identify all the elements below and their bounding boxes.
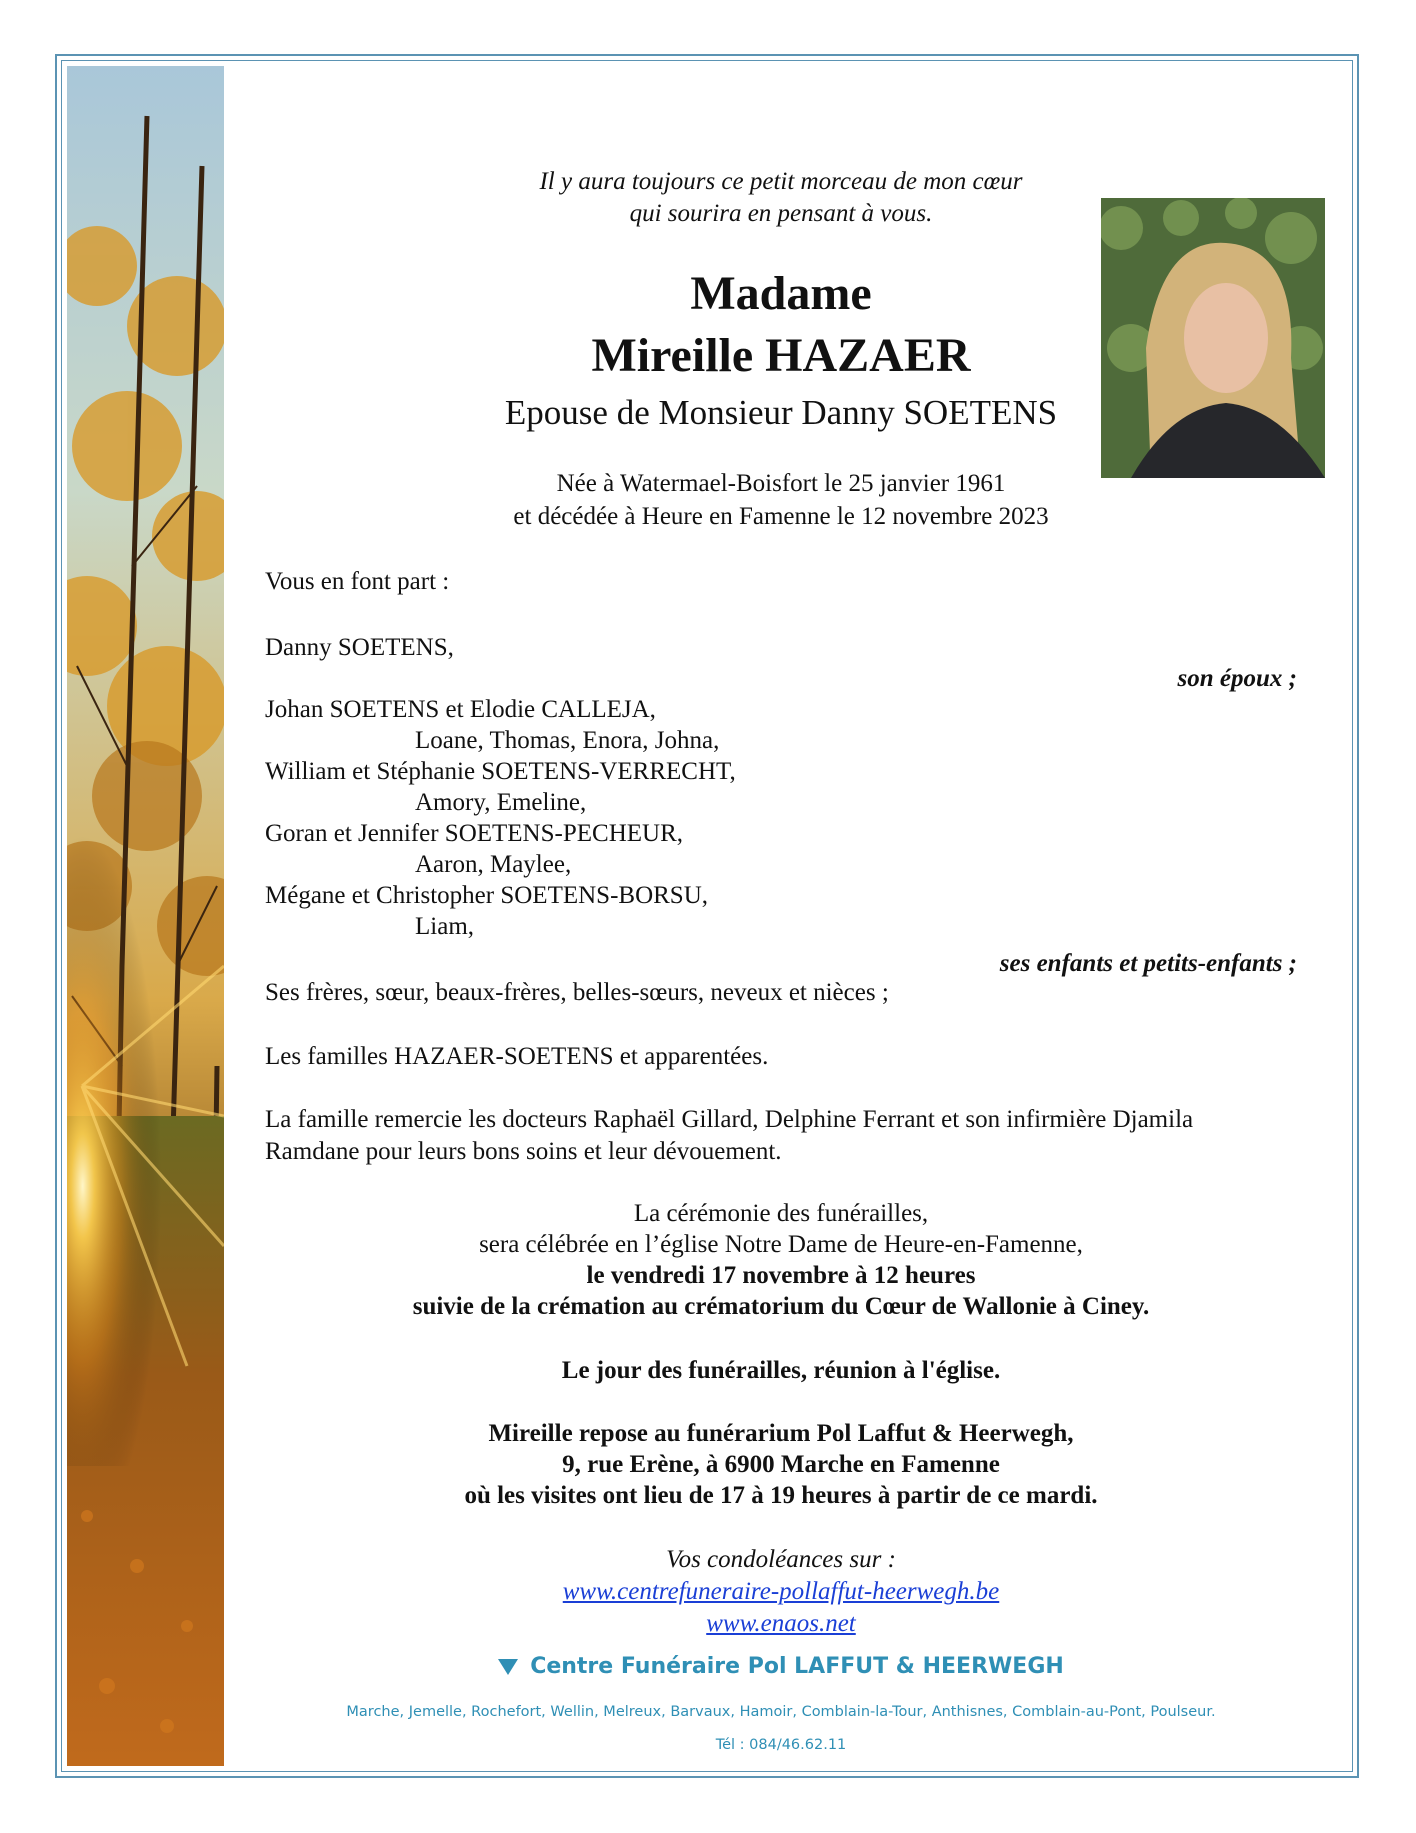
footer-phone: Tél : 084/46.62.11 bbox=[715, 1737, 847, 1753]
cremation-line: suivie de la crémation au crématorium du Cœur de Wallonie à Ciney. bbox=[412, 1293, 1150, 1320]
children-role: ses enfants et petits-enfants ; bbox=[999, 950, 1297, 977]
spouse-role: son époux ; bbox=[1177, 665, 1297, 692]
company-name: Centre Funéraire Pol LAFFUT & HEERWEGH bbox=[530, 1654, 1064, 1679]
child-couple: Johan SOETENS et Elodie CALLEJA, bbox=[265, 696, 656, 723]
siblings-line: Ses frères, sœur, beaux-frères, belles-sœurs, neveux et nièces ; bbox=[265, 979, 889, 1006]
footer-company bbox=[265, 1654, 1297, 1679]
grandchildren: Liam, bbox=[415, 913, 475, 940]
thanks-line-1: La famille remercie les docteurs Raphaël Gillard, Delphine Ferrant et son infirmière Djamila bbox=[265, 1106, 1194, 1133]
quote-line-2: qui sourira en pensant à vous. bbox=[629, 200, 933, 227]
condolences-link-funeral-home[interactable]: www.centrefuneraire-pollaffut-heerwegh.be bbox=[562, 1578, 1000, 1605]
salutation: Madame bbox=[690, 267, 872, 320]
rest-line-3: où les visites ont lieu de 17 à 19 heures à partir de ce mardi. bbox=[464, 1482, 1098, 1509]
spouse-line: Epouse de Monsieur Danny SOETENS bbox=[504, 393, 1058, 432]
child-couple: Goran et Jennifer SOETENS-PECHEUR, bbox=[265, 820, 683, 847]
footer-locations: Marche, Jemelle, Rochefort, Wellin, Melreux, Barvaux, Hamoir, Comblain-la-Tour, Anthisnes, Comblain-au-Pont, Poulseur. bbox=[346, 1704, 1216, 1720]
child-couple: William et Stéphanie SOETENS-VERRECHT, bbox=[265, 758, 736, 785]
deceased-name: Mireille HAZAER bbox=[591, 329, 971, 382]
families-line: Les familles HAZAER-SOETENS et apparentées. bbox=[265, 1043, 769, 1070]
condolences-link-enaos[interactable]: www.enaos.net bbox=[706, 1610, 856, 1637]
grandchildren: Aaron, Maylee, bbox=[415, 851, 572, 878]
child-couple: Mégane et Christopher SOETENS-BORSU, bbox=[265, 882, 709, 909]
family-intro: Vous en font part : bbox=[265, 568, 450, 595]
grandchildren: Loane, Thomas, Enora, Johna, bbox=[415, 727, 720, 754]
grandchildren: Amory, Emeline, bbox=[415, 789, 587, 816]
autumn-forest-image bbox=[67, 66, 224, 1766]
death-line: et décédée à Heure en Famenne le 12 novembre 2023 bbox=[513, 503, 1049, 530]
rest-line-2: 9, rue Erène, à 6900 Marche en Famenne bbox=[562, 1451, 1000, 1478]
thanks-line-2: Ramdane pour leurs bons soins et leur dévouement. bbox=[265, 1138, 782, 1165]
rest-line-1: Mireille repose au funérarium Pol Laffut & Heerwegh, bbox=[488, 1420, 1074, 1447]
quote-line-1: Il y aura toujours ce petit morceau de mon cœur bbox=[539, 168, 1023, 195]
meeting-line: Le jour des funérailles, réunion à l'église. bbox=[561, 1357, 1001, 1384]
ceremony-date: le vendredi 17 novembre à 12 heures bbox=[586, 1262, 976, 1289]
spouse-name: Danny SOETENS, bbox=[265, 634, 454, 661]
ceremony-line-2: sera célébrée en l’église Notre Dame de Heure-en-Famenne, bbox=[479, 1231, 1083, 1258]
condolences-label: Vos condoléances sur : bbox=[666, 1546, 896, 1573]
birth-line: Née à Watermael-Boisfort le 25 janvier 1961 bbox=[556, 470, 1006, 497]
triangle-down-icon bbox=[498, 1659, 518, 1675]
ceremony-line-1: La cérémonie des funérailles, bbox=[633, 1200, 929, 1227]
